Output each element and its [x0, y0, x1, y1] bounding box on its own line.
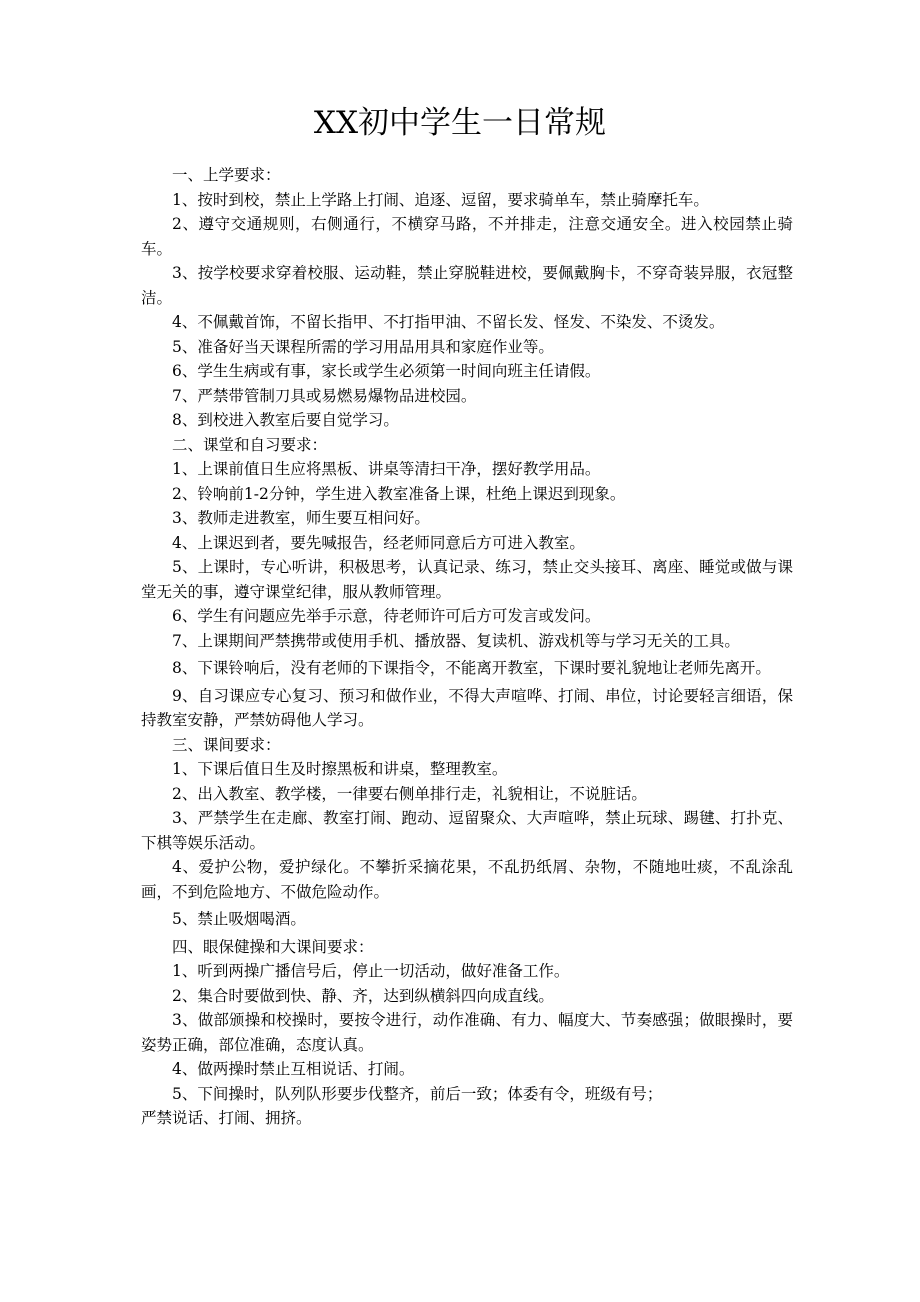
rule-item: 8、下课铃响后，没有老师的下课指令，不能离开教室，下课时要礼貌地让老师先离开。 [172, 659, 771, 677]
section-heading-4: 四、眼保健操和大课间要求： [172, 937, 374, 956]
rule-item: 2、集合时要做到快、静、齐，达到纵横斜四向成直线。 [172, 986, 554, 1005]
rule-item: 5、禁止吸烟喝酒。 [172, 910, 306, 928]
rule-item: 5、上课时，专心听讲，积极思考，认真记录、练习，禁止交头接耳、离座、睡觉或做与课堂无关的事，遵守课堂纪律，服从教师管理。 [141, 558, 793, 601]
rule-item: 2、遵守交通规则，右侧通行，不横穿马路，不并排走，注意交通安全。进入校园禁止骑车。 [141, 215, 793, 258]
rule-item: 8、到校进入教室后要自觉学习。 [172, 411, 399, 429]
rule-item: 3、严禁学生在走廊、教室打闹、跑动、逗留聚众、大声喧哗，禁止玩球、踢毽、打扑克、下棋等娱乐活动。 [141, 809, 793, 852]
rule-item: 1、下课后值日生及时擦黑板和讲桌，整理教室。 [172, 760, 508, 778]
rule-item: 3、做部颁操和校操时，要按令进行，动作准确、有力、幅度大、节奏感强；做眼操时，要姿势正确，部位准确，态度认真。 [141, 1011, 793, 1054]
rule-item: 3、教师走进教室，师生要互相问好。 [172, 509, 430, 527]
rule-item: 2、铃响前1-2分钟，学生进入教室准备上课，杜绝上课迟到现象。 [172, 484, 626, 503]
rule-item: 4、爱护公物，爱护绿化。不攀折采摘花果，不乱扔纸屑、杂物，不随地吐痰，不乱涂乱画，不到危险地方、不做危险动作。 [141, 858, 793, 901]
rule-item: 6、学生有问题应先举手示意，待老师许可后方可发言或发问。 [172, 607, 601, 625]
rule-item: 1、按时到校，禁止上学路上打闹、追逐、逗留，要求骑单车，禁止骑摩托车。 [172, 190, 709, 209]
rule-item: 7、严禁带管制刀具或易燃易爆物品进校园。 [172, 386, 477, 405]
rule-item: 4、上课迟到者，要先喊报告，经老师同意后方可进入教室。 [172, 533, 585, 552]
rule-item: 4、不佩戴首饰，不留长指甲、不打指甲油、不留长发、怪发、不染发、不烫发。 [172, 313, 725, 331]
rule-item-continuation: 严禁说话、打闹、拥挤。 [141, 1109, 312, 1127]
rule-item: 5、准备好当天课程所需的学习用品用具和家庭作业等。 [172, 337, 554, 356]
rule-item: 1、听到两操广播信号后，停止一切活动，做好准备工作。 [172, 962, 570, 980]
section-heading-2: 二、课堂和自习要求： [172, 435, 328, 454]
rule-item: 5、下间操时，队列队形要步伐整齐，前后一致；体委有令，班级有号； [172, 1084, 663, 1103]
rule-item: 4、做两操时禁止互相说话、打闹。 [172, 1060, 415, 1078]
document-title: XX初中学生一日常规 [313, 105, 607, 141]
document-body [141, 163, 793, 1131]
rule-item: 2、出入教室、教学楼，一律要右侧单排行走，礼貌相让，不说脏话。 [172, 784, 647, 803]
rule-item: 6、学生生病或有事，家长或学生必须第一时间向班主任请假。 [172, 362, 601, 380]
rule-item: 1、上课前值日生应将黑板、讲桌等清扫干净，摆好教学用品。 [172, 460, 601, 478]
section-heading-3: 三、课间要求： [172, 735, 281, 754]
rule-item: 3、按学校要求穿着校服、运动鞋，禁止穿脱鞋进校，要佩戴胸卡，不穿奇装异服，衣冠整洁。 [141, 264, 793, 307]
rule-item: 7、上课期间严禁携带或使用手机、播放器、复读机、游戏机等与学习无关的工具。 [172, 631, 740, 650]
rule-item: 9、自习课应专心复习、预习和做作业，不得大声喧哗、打闹、串位，讨论要轻言细语，保持教室安静，严禁妨碍他人学习。 [141, 686, 793, 729]
section-heading-1: 一、上学要求： [172, 166, 281, 184]
